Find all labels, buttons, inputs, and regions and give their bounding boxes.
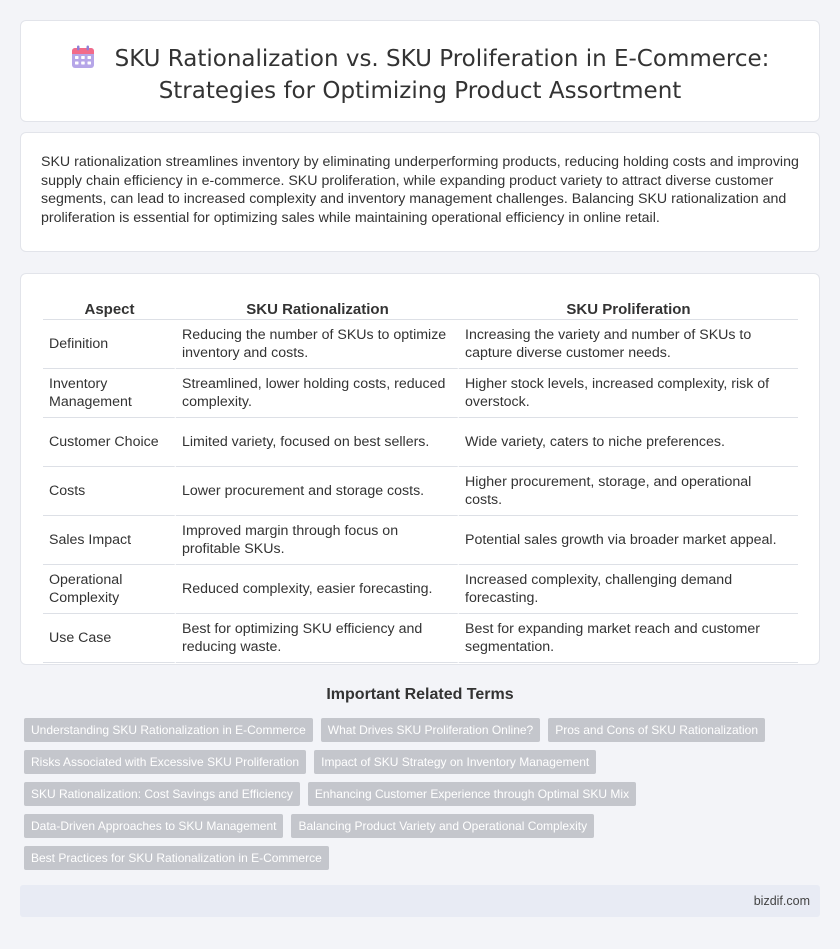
related-term-tag[interactable]: Impact of SKU Strategy on Inventory Management — [314, 750, 596, 774]
cell-aspect: Costs — [43, 467, 176, 516]
cell-rationalization: Limited variety, focused on best sellers. — [176, 418, 459, 467]
page-title — [21, 43, 819, 107]
cell-aspect: Use Case — [43, 614, 176, 663]
cell-proliferation: Higher stock levels, increased complexity, risk of overstock. — [459, 369, 798, 418]
cell-rationalization: Best for optimizing SKU efficiency and reducing waste. — [176, 614, 459, 663]
related-term-tag[interactable]: SKU Rationalization: Cost Savings and Efficiency — [24, 782, 300, 806]
cell-aspect: Inventory Management — [43, 369, 176, 418]
title-block — [21, 43, 819, 107]
table-row — [43, 320, 798, 369]
cell-proliferation: Increasing the variety and number of SKUs to capture diverse customer needs. — [459, 320, 798, 369]
table-header-row — [43, 296, 798, 320]
related-term-tag[interactable]: Understanding SKU Rationalization in E-Commerce — [24, 718, 313, 742]
cell-rationalization: Improved margin through focus on profitable SKUs. — [176, 516, 459, 565]
table-row — [43, 418, 798, 467]
comparison-card — [20, 273, 820, 665]
cell-rationalization: Streamlined, lower holding costs, reduced complexity. — [176, 369, 459, 418]
cell-proliferation: Increased complexity, challenging demand forecasting. — [459, 565, 798, 614]
table-row — [43, 369, 798, 418]
related-term-tag[interactable]: Data-Driven Approaches to SKU Management — [24, 814, 283, 838]
cell-rationalization: Lower procurement and storage costs. — [176, 467, 459, 516]
table-row — [43, 614, 798, 663]
cell-aspect: Definition — [43, 320, 176, 369]
comparison-table — [43, 296, 798, 663]
related-term-tag[interactable]: Balancing Product Variety and Operational Complexity — [291, 814, 594, 838]
cell-proliferation: Wide variety, caters to niche preferences. — [459, 418, 798, 467]
title-line-2: Strategies for Optimizing Product Assortment — [158, 78, 682, 104]
title-card — [20, 20, 820, 122]
footer — [20, 885, 820, 917]
related-terms-list — [24, 718, 814, 870]
header-aspect: Aspect — [43, 296, 176, 320]
table-row — [43, 467, 798, 516]
related-term-tag[interactable]: Risks Associated with Excessive SKU Proliferation — [24, 750, 306, 774]
related-term-tag[interactable]: What Drives SKU Proliferation Online? — [321, 718, 540, 742]
cell-aspect: Operational Complexity — [43, 565, 176, 614]
footer-site-link[interactable]: bizdif.com — [753, 894, 810, 908]
cell-rationalization: Reducing the number of SKUs to optimize inventory and costs. — [176, 320, 459, 369]
cell-aspect: Customer Choice — [43, 418, 176, 467]
title-line-1: SKU Rationalization vs. SKU Proliferation in E-Commerce: — [114, 46, 770, 72]
intro-card — [20, 132, 820, 252]
table-row — [43, 516, 798, 565]
related-terms-heading: Important Related Terms — [326, 686, 514, 703]
header-proliferation: SKU Proliferation — [459, 296, 798, 320]
related-term-tag[interactable]: Enhancing Customer Experience through Optimal SKU Mix — [308, 782, 636, 806]
cell-proliferation: Potential sales growth via broader market appeal. — [459, 516, 798, 565]
header-rationalization: SKU Rationalization — [176, 296, 459, 320]
cell-proliferation: Best for expanding market reach and customer segmentation. — [459, 614, 798, 663]
cell-rationalization: Reduced complexity, easier forecasting. — [176, 565, 459, 614]
calendar-icon — [71, 45, 95, 69]
related-term-tag[interactable]: Best Practices for SKU Rationalization in E-Commerce — [24, 846, 329, 870]
intro-paragraph: SKU rationalization streamlines inventory by eliminating underperforming products, reducing holding costs and improving supply chain efficiency in e-commerce. SKU proliferation, while expanding product variety to attract diverse customer segments, can lead to increased complexity and inventory management challenges. Balancing SKU rationalization and proliferation is essential for optimizing sales while maintaining operational efficiency in online retail. — [41, 154, 799, 226]
related-term-tag[interactable]: Pros and Cons of SKU Rationalization — [548, 718, 765, 742]
cell-aspect: Sales Impact — [43, 516, 176, 565]
cell-proliferation: Higher procurement, storage, and operational costs. — [459, 467, 798, 516]
table-row — [43, 565, 798, 614]
